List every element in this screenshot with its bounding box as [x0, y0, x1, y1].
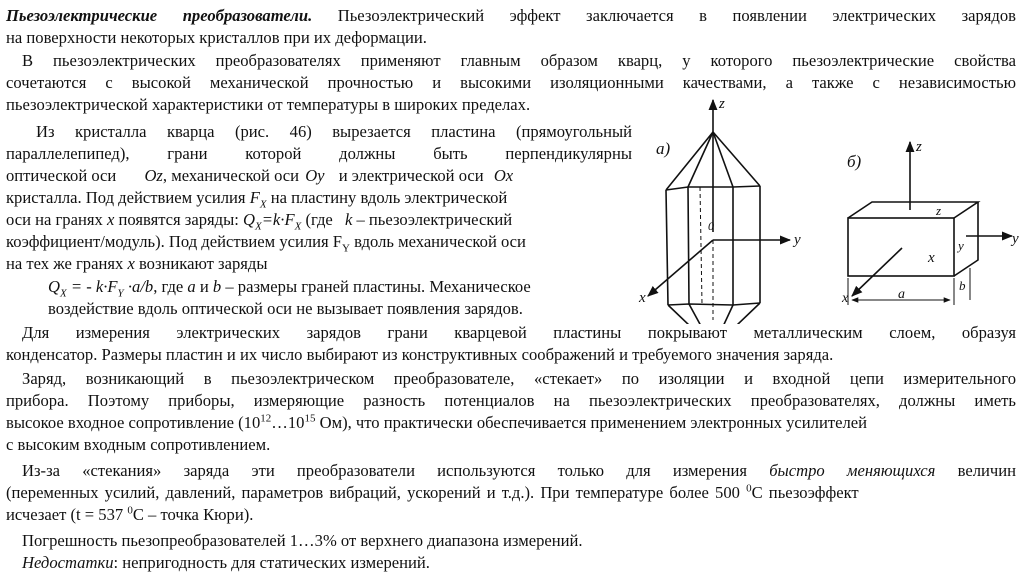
para-3-line-2: параллелепипед), грани которой должны быть перпендикулярны [6, 144, 632, 163]
dim-a-label: a [898, 287, 905, 302]
para-2-line-2: сочетаются с высокой механической прочностью и высокими изоляционными качествами, а также с независимостью [6, 73, 1016, 92]
axis-y-label: y [794, 232, 801, 248]
label-b: б) [847, 152, 862, 171]
drawbacks-label: Недостатки [22, 553, 114, 572]
para-3-line-1: Из кристалла кварца (рис. 46) вырезается пластина (прямоугольный [36, 122, 632, 141]
dim-b-label: b [959, 278, 966, 293]
para-3-line-6: коэффициент/модуль). Под действием усилия $F_Y$ вдоль механической оси [6, 232, 526, 255]
para-7-line-1: Погрешность пьезопреобразователей 1…3% от верхнего диапазона измерений. [22, 531, 583, 550]
plate-axis-x-label: x [842, 291, 849, 306]
plate-axis-z-label: z [916, 139, 922, 155]
para-6-line-2: (переменных усилий, давлений, параметров вибраций, ускорений и т.д.). При температуре более 500 $^0$С пьезоэффект [6, 482, 859, 502]
para-2-line-3: пьезоэлектрической характеристики от температуры в широких пределах. [6, 95, 531, 114]
axis-x-label: x [639, 290, 646, 306]
axis-z-label: z [719, 96, 725, 112]
para-3-line-3: оптической оси Oz, механической оси Oy и электрической оси Ox [6, 166, 514, 185]
formula-qx-line: $Q_X$ = - $k\cdot F_Y \cdot a/b$, где a и b – размеры граней пластины. Механическое [48, 277, 531, 300]
para-1-line-2: на поверхности некоторых кристаллов при их деформации. [6, 28, 427, 47]
para-4-line-1: Для измерения электрических зарядов грани кварцевой пластины покрывают металлическим слоем, образуя [22, 323, 1016, 342]
para-5-line-1: Заряд, возникающий в пьезоэлектрическом преобразователе, «стекает» по изоляции и входной цепи измерительного [22, 369, 1016, 388]
para-5-line-4: с высоким входным сопротивлением. [6, 435, 271, 454]
heading-piezo: Пьезоэлектрические преобразователи. [6, 6, 313, 25]
plate-face-z-label: z [936, 203, 942, 218]
para-4-line-2: конденсатор. Размеры пластин и их число выбирают из конструктивных соображений и требуемого значения заряда. [6, 345, 834, 364]
crystal-drawing [648, 100, 790, 324]
para-1-line-1: Пьезоэлектрические преобразователи. Пьезоэлектрический эффект заключается в появлении электрических зарядов [6, 6, 1016, 25]
origin-label: 0 [708, 219, 714, 233]
para-6-line-1: Из-за «стекания» заряда эти преобразователи используются только для измерения быстро меняющихся величин [22, 461, 1016, 480]
para-2-line-1: В пьезоэлектрических преобразователях применяют главным образом кварц, у которого пьезоэлектрические свойства [22, 51, 1016, 70]
para-5-line-2: прибора. Поэтому приборы, измеряющие разность потенциалов на пьезоэлектрических преобразователях, должны иметь [6, 391, 1016, 410]
para-6-line-3: исчезает (t = 537 $^0$С – точка Кюри). [6, 504, 254, 524]
para-8-line-1: Недостатки: непригодность для статических измерений. [22, 553, 430, 572]
plate-axis-y-label: y [1012, 231, 1019, 247]
para-3-line-5: оси на гранях x появятся заряды: $Q_X=k\cdot F_X$ (где k – пьезоэлектрический [6, 210, 513, 233]
para-3-line-9: воздействие вдоль оптической оси не вызывает появления зарядов. [48, 299, 523, 318]
label-a: а) [656, 139, 671, 158]
plate-face-y-label: y [958, 238, 964, 253]
para-5-line-3: высокое входное сопротивление ($10^{12}\dots 10^{15}$ Ом), что практически обеспечивается применением электронных усилителей [6, 412, 867, 432]
plate-face-x-label: x [928, 250, 935, 266]
para-3-line-4: кристалла. Под действием усилия $F_X$ на пластину вдоль электрической [6, 188, 508, 211]
plate-drawing [848, 142, 1012, 305]
para-3-line-7: на тех же гранях x возникают заряды [6, 254, 268, 273]
quartz-crystal-figure [625, 92, 1024, 324]
